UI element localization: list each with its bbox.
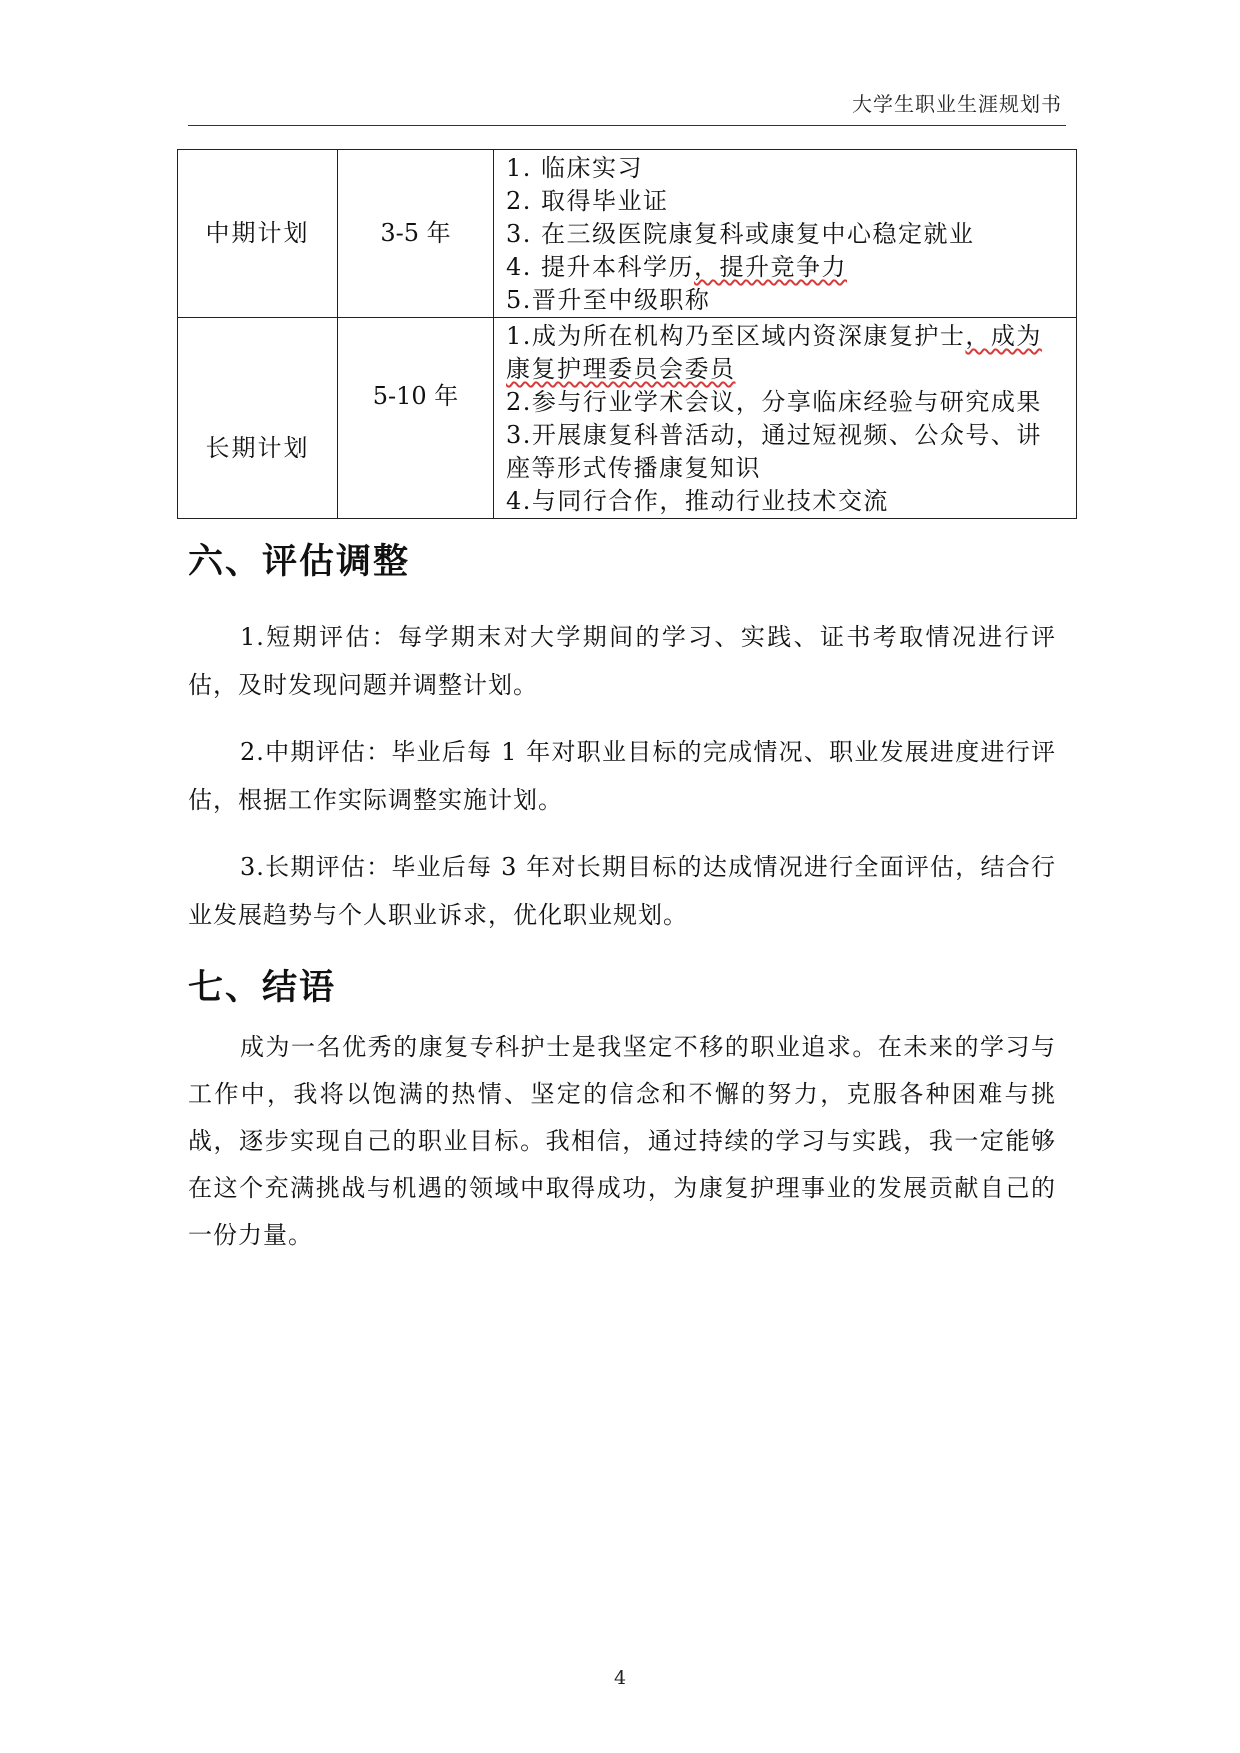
list-item: 2. 取得毕业证 [506,187,669,215]
list-item-text: 1.成为所在机构乃至区域内资深康复护士 [506,322,966,350]
list-item: 4.与同行合作，推动行业技术交流 [506,487,889,515]
table-row-mid [178,150,1077,318]
short-term-evaluation: 1.短期评估：每学期末对大学期间的学习、实践、证书考取情况进行评估，及时发现问题并调整计划。 [188,623,1056,699]
header-rule [188,125,1066,126]
list-item: 3.开展康复科普活动，通过短视频、公众号、讲座等形式传播康复知识 [506,421,1042,482]
grammar-marked-text: ，提升竞争力 [694,253,848,281]
conclusion-paragraph: 成为一名优秀的康复专科护士是我坚定不移的职业追求。在未来的学习与工作中，我将以饱满的热情、坚定的信念和不懈的努力，克服各种困难与挑战，逐步实现自己的职业目标。我相信，通过持续的学习与实践，我一定能够在这个充满挑战与机遇的领域中取得成功，为康复护理事业的发展贡献自己的一份力量。 [188,1033,1056,1249]
table-row-long [178,318,1077,519]
long-term-evaluation: 3.长期评估：毕业后每 3 年对长期目标的达成情况进行全面评估，结合行业发展趋势与个人职业诉求，优化职业规划。 [188,853,1056,929]
mid-term-label: 中期计划 [178,150,338,318]
list-item [506,320,1066,386]
mid-term-period: 3-5 年 [338,150,494,318]
long-term-label-cell [178,318,338,519]
list-item: 2.参与行业学术会议，分享临床经验与研究成果 [506,388,1042,416]
section-7-title: 七、结语 [188,968,337,1008]
list-item: 1. 临床实习 [506,154,644,182]
list-item: 5.晋升至中级职称 [506,286,711,314]
mid-term-items [494,150,1077,318]
long-term-label: 长期计划 [205,433,310,462]
long-term-period-cell [338,318,494,519]
section-6-title: 六、评估调整 [188,542,411,582]
list-item [506,251,1066,284]
mid-term-evaluation: 2.中期评估：毕业后每 1 年对职业目标的完成情况、职业发展进度进行评估，根据工作实际调整实施计划。 [188,738,1056,814]
long-term-items [494,318,1077,519]
plan-table [177,149,1077,519]
page-number: 4 [613,1667,627,1689]
list-item-text: 4. 提升本科学历 [506,253,695,281]
list-item: 3. 在三级医院康复科或康复中心稳定就业 [506,220,975,248]
running-header: 大学生职业生涯规划书 [852,92,1062,116]
grammar-marked-text: ，成为康复护理委员会委员 [506,322,1042,383]
long-term-period: 5-10 年 [372,381,459,410]
